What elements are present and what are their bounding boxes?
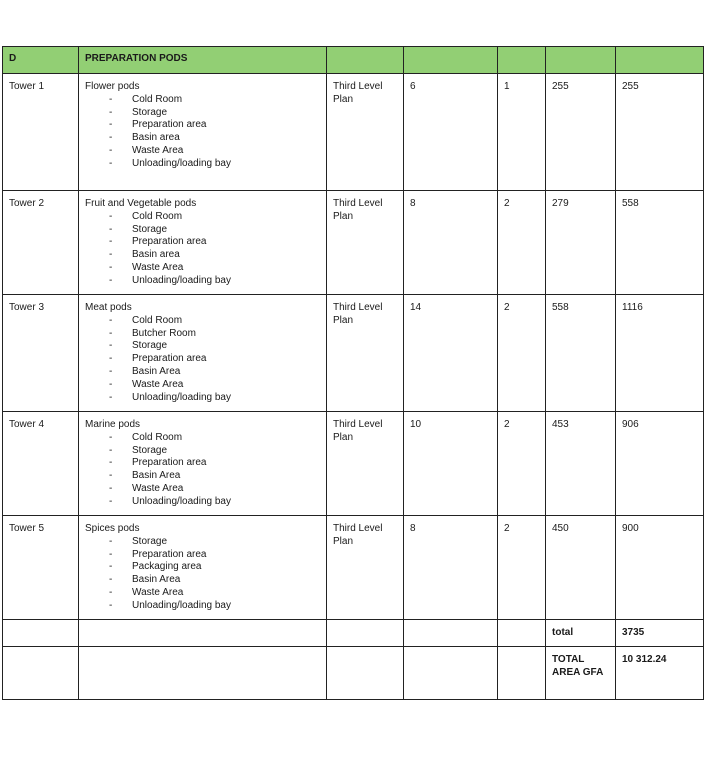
area-cell: 558 (546, 295, 616, 412)
tower-cell: Tower 4 (3, 412, 79, 516)
total-cell: 906 (616, 412, 704, 516)
pod-item: - Unloading/loading bay (85, 158, 320, 171)
tower-cell: Tower 2 (3, 191, 79, 295)
empty-cell (327, 620, 404, 647)
total-cell: 900 (616, 516, 704, 620)
gfa-value: 10 312.24 (616, 647, 704, 700)
header-cell (327, 47, 404, 74)
table-row (3, 412, 704, 516)
tower-cell: Tower 1 (3, 74, 79, 191)
pod-item: - Basin Area (85, 574, 320, 587)
level-cell: Third Level Plan (327, 412, 404, 516)
count-cell: 14 (404, 295, 498, 412)
header-row (3, 47, 704, 74)
pod-title: Flower pods (85, 81, 140, 92)
total-value: 3735 (616, 620, 704, 647)
pod-item: - Storage (85, 340, 320, 353)
header-cell (616, 47, 704, 74)
pod-item: - Cold Room (85, 94, 320, 107)
area-cell: 279 (546, 191, 616, 295)
pod-cell (79, 191, 327, 295)
level-cell: Third Level Plan (327, 295, 404, 412)
empty-cell (3, 620, 79, 647)
header-cell (546, 47, 616, 74)
empty-cell (404, 647, 498, 700)
pod-item-list (85, 315, 320, 405)
pod-item: - Unloading/loading bay (85, 600, 320, 613)
pod-item: - Preparation area (85, 457, 320, 470)
pod-item: - Storage (85, 107, 320, 120)
header-cell (498, 47, 546, 74)
table-row (3, 295, 704, 412)
area-cell: 453 (546, 412, 616, 516)
empty-cell (498, 620, 546, 647)
qty-cell: 1 (498, 74, 546, 191)
pod-item: - Preparation area (85, 119, 320, 132)
pod-item: - Waste Area (85, 587, 320, 600)
table-row (3, 516, 704, 620)
pod-item: - Unloading/loading bay (85, 392, 320, 405)
pod-item: - Preparation area (85, 353, 320, 366)
total-row (3, 620, 704, 647)
pod-item: - Unloading/loading bay (85, 496, 320, 509)
pod-title: Fruit and Vegetable pods (85, 198, 197, 209)
pod-item: - Waste Area (85, 145, 320, 158)
pod-item: - Waste Area (85, 483, 320, 496)
header-title: PREPARATION PODS (79, 47, 327, 74)
pod-item: - Storage (85, 224, 320, 237)
pod-cell (79, 295, 327, 412)
pod-title: Meat pods (85, 302, 132, 313)
total-cell: 255 (616, 74, 704, 191)
pod-item-list (85, 94, 320, 171)
total-label: total (546, 620, 616, 647)
pod-item: - Basin Area (85, 470, 320, 483)
level-cell: Third Level Plan (327, 74, 404, 191)
preparation-pods-table (2, 46, 704, 700)
pod-item: - Waste Area (85, 379, 320, 392)
pod-title: Marine pods (85, 419, 141, 430)
pod-item: - Cold Room (85, 315, 320, 328)
qty-cell: 2 (498, 516, 546, 620)
qty-cell: 2 (498, 412, 546, 516)
gfa-label: TOTAL AREA GFA (546, 647, 616, 700)
pod-item: - Butcher Room (85, 328, 320, 341)
tower-cell: Tower 5 (3, 516, 79, 620)
level-cell: Third Level Plan (327, 191, 404, 295)
empty-cell (327, 647, 404, 700)
pod-item-list (85, 536, 320, 613)
pod-cell (79, 74, 327, 191)
total-cell: 558 (616, 191, 704, 295)
count-cell: 8 (404, 516, 498, 620)
total-cell: 1116 (616, 295, 704, 412)
pod-item: - Preparation area (85, 236, 320, 249)
gfa-row (3, 647, 704, 700)
header-cell (404, 47, 498, 74)
pod-title: Spices pods (85, 523, 140, 534)
pod-item: - Storage (85, 536, 320, 549)
area-cell: 450 (546, 516, 616, 620)
pod-item: - Storage (85, 445, 320, 458)
pod-item: - Preparation area (85, 549, 320, 562)
count-cell: 6 (404, 74, 498, 191)
empty-cell (79, 620, 327, 647)
pod-item: - Basin Area (85, 366, 320, 379)
table-body (3, 74, 704, 620)
pod-item: - Unloading/loading bay (85, 275, 320, 288)
pod-item: - Waste Area (85, 262, 320, 275)
level-cell: Third Level Plan (327, 516, 404, 620)
qty-cell: 2 (498, 191, 546, 295)
empty-cell (404, 620, 498, 647)
table-row (3, 191, 704, 295)
pod-item-list (85, 211, 320, 288)
pod-cell (79, 412, 327, 516)
pod-item: - Cold Room (85, 211, 320, 224)
count-cell: 10 (404, 412, 498, 516)
header-code: D (3, 47, 79, 74)
empty-cell (3, 647, 79, 700)
pod-item-list (85, 432, 320, 509)
pod-cell (79, 516, 327, 620)
count-cell: 8 (404, 191, 498, 295)
empty-cell (498, 647, 546, 700)
area-cell: 255 (546, 74, 616, 191)
pod-item: - Cold Room (85, 432, 320, 445)
pod-item: - Basin area (85, 249, 320, 262)
empty-cell (79, 647, 327, 700)
pod-item: - Basin area (85, 132, 320, 145)
pod-item: - Packaging area (85, 561, 320, 574)
qty-cell: 2 (498, 295, 546, 412)
tower-cell: Tower 3 (3, 295, 79, 412)
table-row (3, 74, 704, 191)
